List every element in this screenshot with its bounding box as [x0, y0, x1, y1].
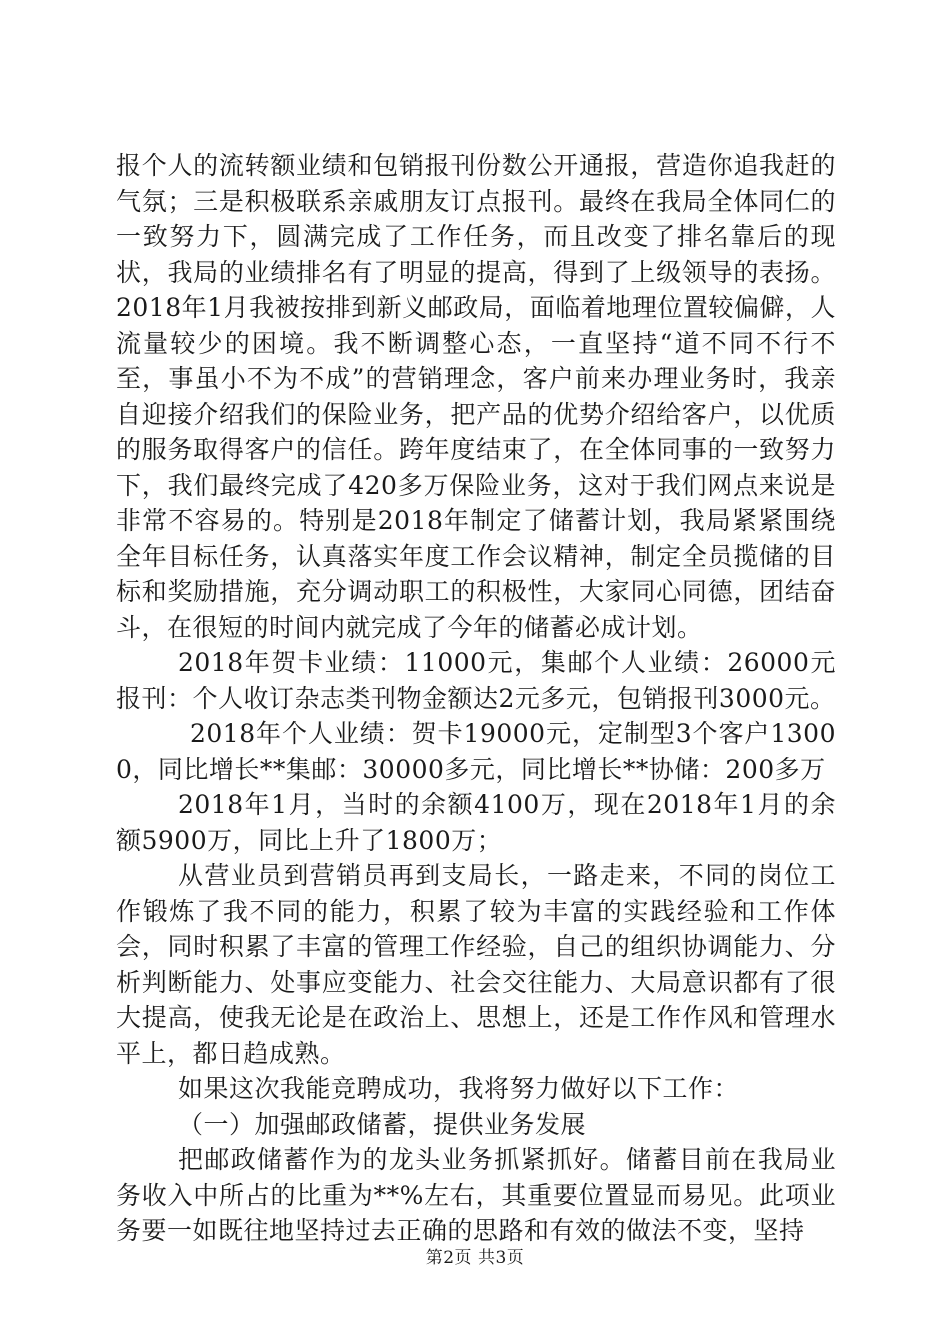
paragraph-personal-results: 2018年个人业绩：贺卡19000元，定制型3个客户13000，同比增长**集邮：30000多元，同比增长**协储：200多万	[116, 719, 836, 784]
paragraph-experience: 从营业员到营销员再到支局长，一路走来，不同的岗位工作锻炼了我不同的能力，积累了较为丰富的实践经验和工作体会，同时积累了丰富的管理工作经验，自己的组织协调能力、分析判断能力、处事应变能力、社会交往能力、大局意识都有了很大提高，使我无论是在政治上、思想上，还是工作作风和管理水平上，都日趋成熟。	[116, 861, 836, 1068]
paragraph-savings: 把邮政储蓄作为的龙头业务抓紧抓好。储蓄目前在我局业务收入中所占的比重为**%左右，其重要位置显而易见。此项业务要一如既往地坚持过去正确的思路和有效的做法不变，坚持	[116, 1145, 836, 1245]
paragraph-balance: 2018年1月，当时的余额4100万，现在2018年1月的余额5900万，同比上升了1800万；	[116, 790, 836, 855]
page-footer: 第2页 共3页	[425, 1248, 525, 1268]
paragraph-intent: 如果这次我能竞聘成功，我将努力做好以下工作：	[178, 1074, 740, 1103]
paragraph-continued: 报个人的流转额业绩和包销报刊份数公开通报，营造你追我赶的气氛；三是积极联系亲戚朋友订点报刊。最终在我局全体同仁的一致努力下，圆满完成了工作任务，而且改变了排名靠后的现状，我局的业绩排名有了明显的提高，得到了上级领导的表扬。2018年1月我被按排到新义邮政局，面临着地理位置较偏僻，人流量较少的困境。我不断调整心态，一直坚持“道不同不行不至，事虽小不为不成”的营销理念，客户前来办理业务时，我亲自迎接介绍我们的保险业务，把产品的优势介绍给客户，以优质的服务取得客户的信任。跨年度结束了，在全体同事的一致努力下，我们最终完成了420多万保险业务，这对于我们网点来说是非常不容易的。特别是2018年制定了储蓄计划，我局紧紧围绕全年目标任务，认真落实年度工作会议精神，制定全员揽储的目标和奖励措施，充分调动职工的积极性，大家同心同德，团结奋斗，在很短的时间内就完成了今年的储蓄必成计划。	[116, 151, 836, 642]
paragraph-greeting-card-results: 2018年贺卡业绩：11000元，集邮个人业绩：26000元报刊：个人收订杂志类刊物金额达2元多元，包销报刊3000元。	[116, 648, 836, 713]
section-heading: （一）加强邮政储蓄，提供业务发展	[178, 1109, 587, 1139]
document-body	[116, 148, 836, 1249]
